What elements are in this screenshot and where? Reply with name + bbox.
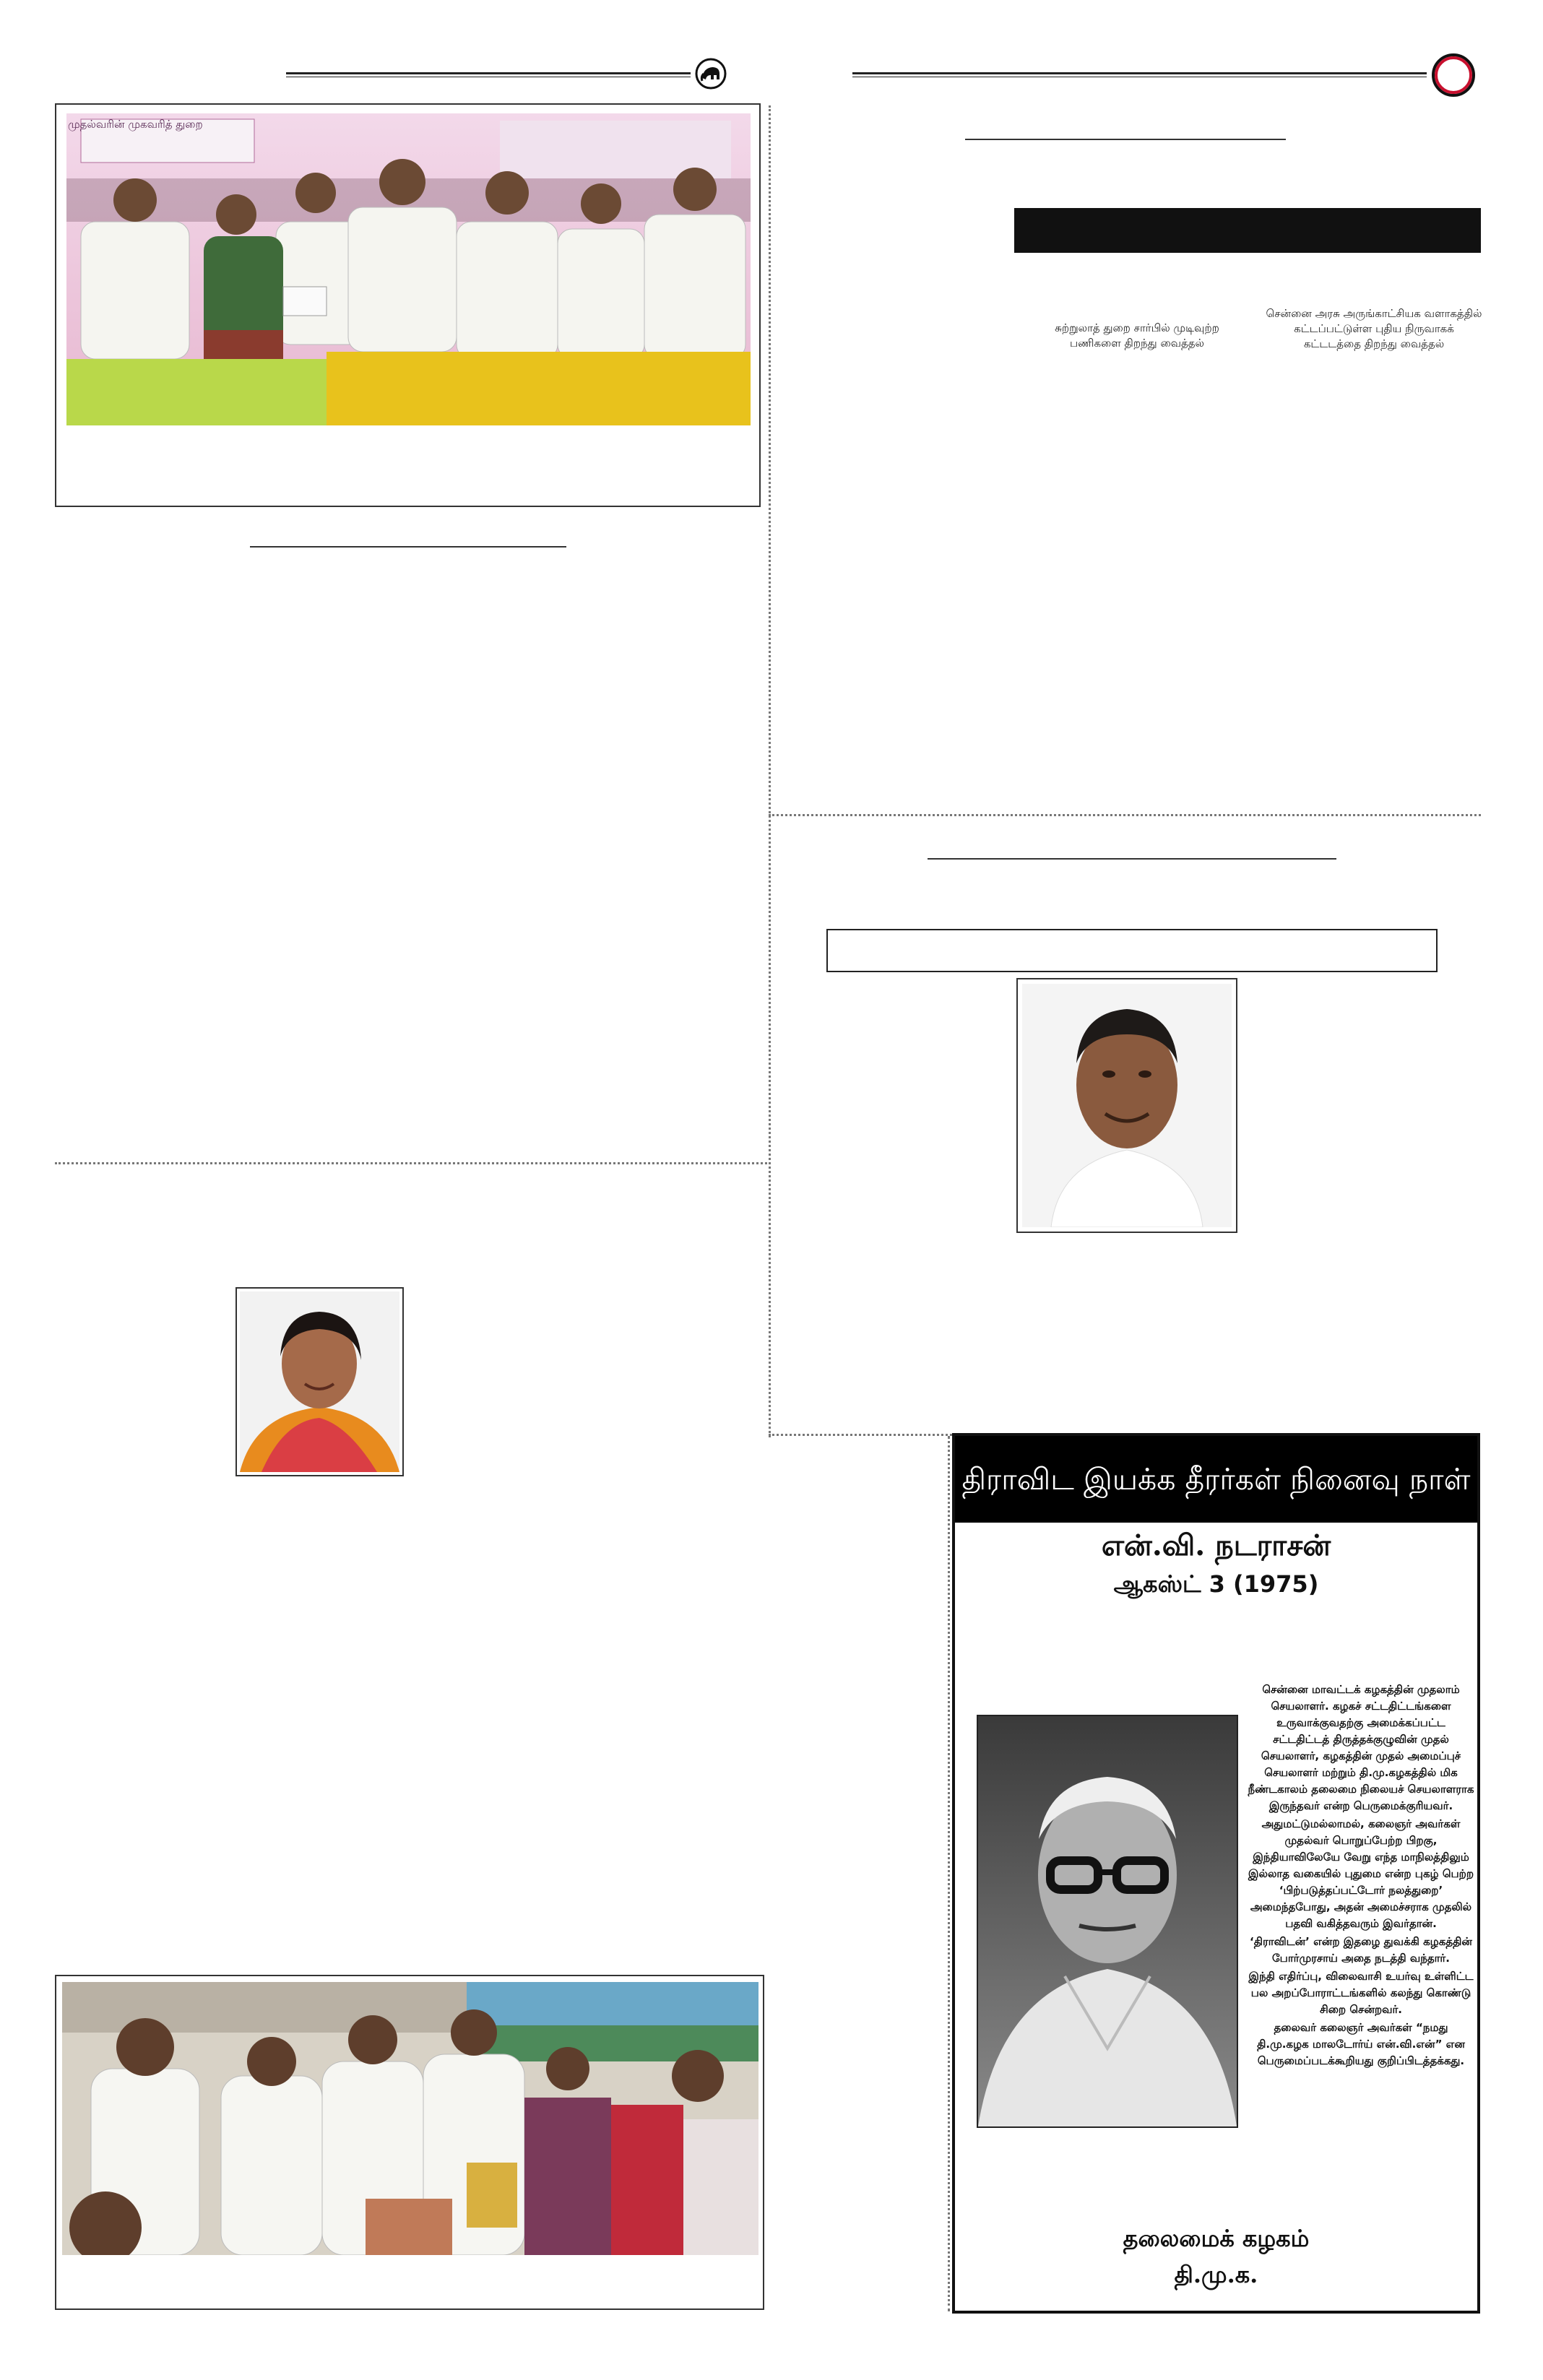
memorial-date: ஆகஸ்ட் 3 (1975): [1113, 1570, 1319, 1598]
memorial-name: என்.வி. நடராசன்: [1101, 1528, 1331, 1562]
mid-right-empty-box: [826, 929, 1438, 972]
column-divider-top: [769, 105, 771, 1437]
crowd-photo: [62, 1982, 758, 2255]
portrait-frame-woman: [235, 1287, 404, 1476]
divider-left-mid: [55, 1162, 767, 1164]
memorial-portrait: [978, 1716, 1237, 2126]
header-rule-right: [852, 72, 1427, 74]
top-right-black-bar: [1014, 208, 1481, 253]
column-divider-bottom: [948, 1436, 950, 2311]
caption-tourism: சுற்றுலாத் துறை சார்பில் முடிவுற்ற பணிகளை திறந்து வைத்தல்: [1055, 321, 1219, 350]
photo-banner-text: முதல்வரின் முகவரித் துறை: [68, 118, 203, 131]
sun-circle-icon: [1430, 52, 1477, 98]
elephant-emblem-icon: [695, 58, 727, 90]
top-left-photo-frame: [55, 103, 761, 507]
portrait-woman-photo: [240, 1291, 399, 1472]
bio-paragraph: ‘திராவிடன்’ என்ற இதழை துவக்கி கழகத்தின் போர்முரசாய் அதை நடத்தி வந்தார்.: [1250, 1935, 1472, 1965]
bio-paragraph: இந்தி எதிர்ப்பு, விலைவாசி உயர்வு உள்ளிட்ட பல அறப்போராட்டங்களில் கலந்து கொண்டு சிறை சென்றவர்.: [1248, 1970, 1474, 2016]
memorial-box: [952, 1433, 1480, 2314]
top-right-headline-rule: [965, 139, 1286, 140]
divider-right-mid: [769, 814, 1481, 816]
top-left-headline-rule: [250, 546, 566, 548]
ceremony-photo: [66, 113, 751, 425]
memorial-footer-org: தலைமைக் கழகம்: [1123, 2225, 1310, 2252]
caption-museum: சென்னை அரசு அருங்காட்சியக வளாகத்தில் கட்டப்பட்டுள்ள புதிய நிருவாகக் கட்டடத்தை திறந்து வைத்தல்: [1266, 307, 1482, 350]
portrait-frame-man: [1016, 978, 1237, 1233]
bottom-left-photo-frame: [55, 1975, 764, 2310]
memorial-bio: [1247, 1682, 1475, 2071]
header-rule-left: [286, 72, 691, 74]
bio-paragraph: தலைவர் கலைஞர் அவர்கள் “நமது தி.மு.கழக மாலடோர்ய் என்.வி.என்” என பெருமைப்படக்கூறியது குறிப்பிடத்தக்கது.: [1257, 2021, 1465, 2067]
bio-paragraph: சென்னை மாவட்டக் கழகத்தின் முதலாம் செயலாளர். கழகச் சட்டதிட்டங்களை உருவாக்குவதற்கு அமைக்கப்பட்ட சட்டதிட்டத் திருத்தக்குழுவின் முதல் செயலாளர், கழகத்தின் முதல் அமைப்புச் செயலாளர் மற்றும் தி.மு.கழகத்தில் மிக நீண்டகாலம் தலைமை நிலையச் செயலாளராக இருந்தவர் என்ற பெருமைக்குரியவர்.: [1248, 1683, 1474, 1812]
memorial-footer-party: தி.மு.க.: [1174, 2261, 1258, 2288]
mid-right-headline-rule: [928, 858, 1336, 860]
bio-paragraph: அதுமட்டுமல்லாமல், கலைஞர் அவர்கள் முதல்வர் பொறுப்பேற்ற பிறகு, இந்தியாவிலேயே வேறு எந்த மாநிலத்திலும் இல்லாத வகையில் புதுமை என்ற புகழ் பெற்ற ‘பிற்படுத்தப்பட்டோர் நலத்துறை’ அமைந்தபோது, அதன் அமைச்சராக முதலில் பதவி வகித்தவரும் இவர்தான்.: [1248, 1817, 1474, 1930]
portrait-man-photo: [1022, 984, 1232, 1227]
memorial-portrait-frame: [977, 1715, 1238, 2128]
memorial-header: திராவிட இயக்க தீரர்கள் நினைவு நாள்: [955, 1436, 1477, 1523]
divider-right-lower: [769, 1434, 952, 1436]
